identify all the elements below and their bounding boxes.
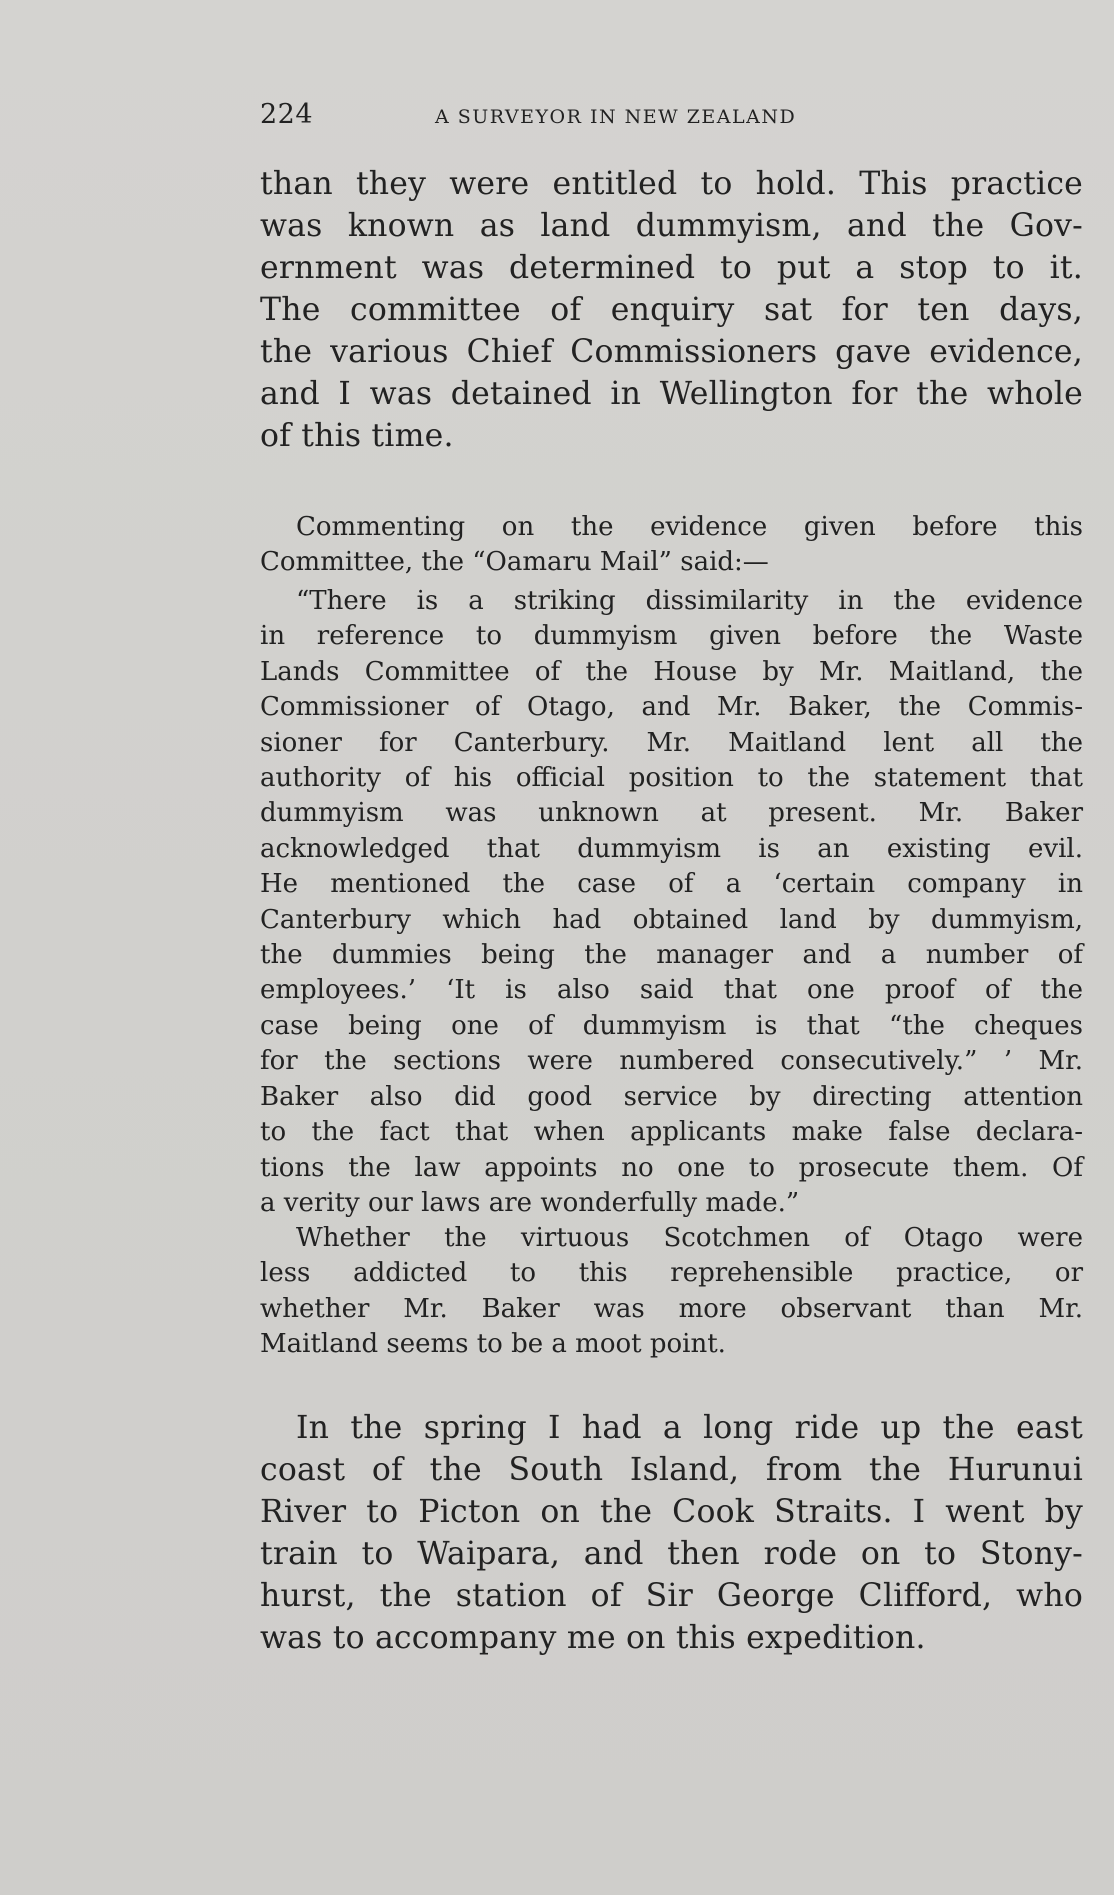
text-line: ernment was determined to put a stop to it. xyxy=(260,250,1083,286)
text-line: in reference to dummyism given before the Waste xyxy=(260,621,1083,652)
continuation-paragraph xyxy=(260,163,1083,457)
text-line: Canterbury which had obtained land by dummyism, xyxy=(260,904,1083,935)
quote-intro-paragraph xyxy=(260,510,1083,581)
text-line: the dummies being the manager and a number of xyxy=(260,940,1083,971)
text-line: employees.’ ‘It is also said that one proof of the xyxy=(260,975,1083,1006)
text-line: Whether the virtuous Scotchmen of Otago were xyxy=(296,1223,1083,1253)
text-line: River to Picton on the Cook Straits. I went by xyxy=(260,1494,1083,1530)
text-line: case being one of dummyism is that “the cheques xyxy=(260,1010,1083,1041)
text-line: whether Mr. Baker was more observant than Mr. xyxy=(260,1293,1083,1324)
text-line: sioner for Canterbury. Mr. Maitland lent all the xyxy=(260,727,1083,758)
text-line: hurst, the station of Sir George Clifford, who xyxy=(260,1578,1083,1614)
text-line: train to Waipara, and then rode on to Stony- xyxy=(260,1536,1083,1572)
text-line: was to accompany me on this expedition. xyxy=(260,1620,926,1656)
text-line: Maitland seems to be a moot point. xyxy=(260,1329,726,1360)
text-line: Commissioner of Otago, and Mr. Baker, the Commis- xyxy=(260,692,1083,723)
text-line: was known as land dummyism, and the Gov- xyxy=(260,208,1083,244)
text-line: of this time. xyxy=(260,418,454,454)
text-line: coast of the South Island, from the Hurunui xyxy=(260,1452,1083,1488)
page-number: 224 xyxy=(260,99,314,130)
text-line: than they were entitled to hold. This practice xyxy=(260,166,1083,202)
text-line: In the spring I had a long ride up the east xyxy=(296,1410,1083,1446)
text-line: Lands Committee of the House by Mr. Maitland, the xyxy=(260,656,1083,687)
text-line: to the fact that when applicants make false declara- xyxy=(260,1117,1083,1148)
text-line: a verity our laws are wonderfully made.” xyxy=(260,1187,800,1218)
newspaper-quote-paragraph xyxy=(260,584,1083,1221)
text-line: dummyism was unknown at present. Mr. Baker xyxy=(260,798,1083,829)
text-line: The committee of enquiry sat for ten days, xyxy=(260,292,1083,328)
text-line: tions the law appoints no one to prosecute them. Of xyxy=(260,1152,1083,1183)
page-header xyxy=(260,98,1085,132)
running-title: A SURVEYOR IN NEW ZEALAND xyxy=(435,106,797,128)
text-line: Commenting on the evidence given before this xyxy=(296,512,1083,542)
text-line: authority of his official position to the statement that xyxy=(260,763,1083,794)
text-line: Committee, the “Oamaru Mail” said:— xyxy=(260,547,769,578)
text-line: “There is a striking dissimilarity in the evidence xyxy=(296,586,1083,616)
text-line: He mentioned the case of a ‘certain company in xyxy=(260,869,1083,900)
text-line: acknowledged that dummyism is an existing evil. xyxy=(260,833,1083,864)
text-line: less addicted to this reprehensible practice, or xyxy=(260,1258,1083,1289)
text-line: for the sections were numbered consecutively.” ’ Mr. xyxy=(260,1046,1083,1077)
text-line: and I was detained in Wellington for the whole xyxy=(260,376,1083,412)
text-line: the various Chief Commissioners gave evidence, xyxy=(260,334,1083,370)
text-line: Baker also did good service by directing attention xyxy=(260,1081,1083,1112)
commentary-paragraph xyxy=(260,1221,1083,1363)
closing-paragraph xyxy=(260,1407,1083,1659)
